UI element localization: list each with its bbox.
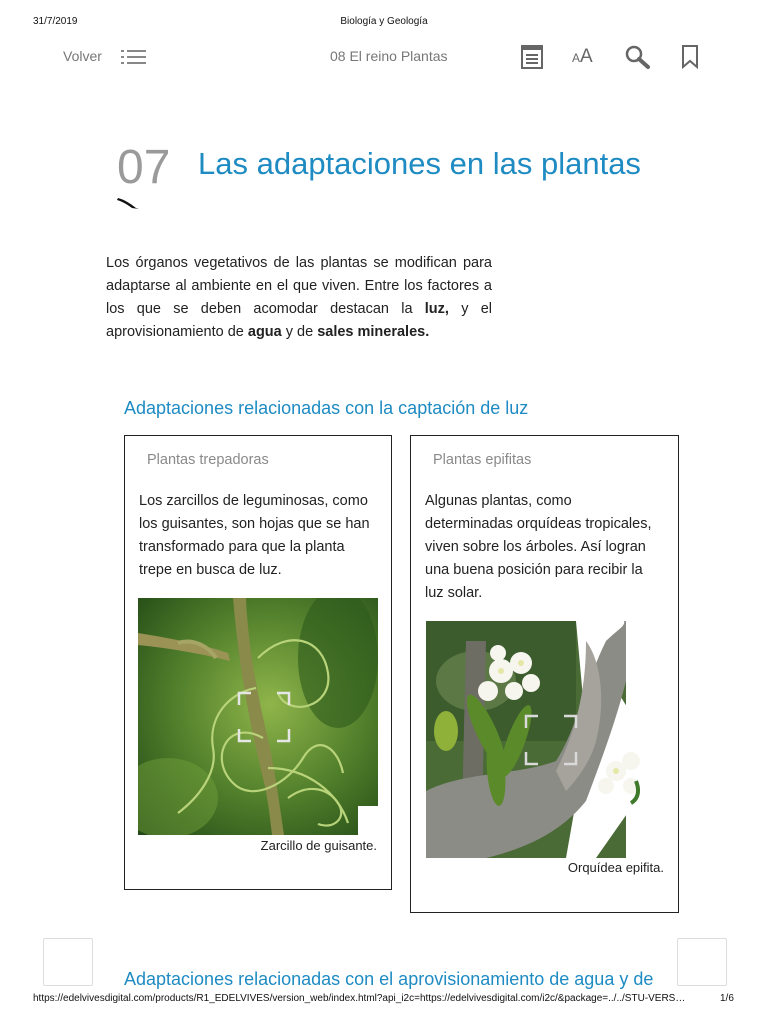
intro-text-3: y de: [281, 324, 318, 340]
card-text-line: Algunas plantas, como: [425, 493, 572, 509]
card-epiphytic-plants: [410, 435, 679, 913]
zoom-frame-icon[interactable]: [524, 714, 578, 766]
intro-bold-light: luz,: [424, 301, 449, 317]
card-text-line: luz solar.: [425, 585, 483, 601]
chapter-title: Las adaptaciones en las plantas: [198, 146, 641, 181]
card-text-line: una buena posición para recibir la: [425, 562, 643, 578]
intro-bold-minerals: sales minerales.: [317, 324, 430, 340]
print-title: Biología y Geología: [340, 16, 428, 27]
back-button[interactable]: Volver: [63, 48, 102, 64]
photo-caption: Orquídea epifita.: [567, 860, 664, 875]
font-size-large-letter: A: [580, 46, 593, 67]
card-climbing-plants: [124, 435, 392, 890]
intro-bold-water: agua: [247, 324, 282, 340]
zoom-frame-icon[interactable]: [237, 691, 291, 743]
list-icon[interactable]: [121, 49, 146, 65]
bookmark-icon[interactable]: [681, 45, 699, 69]
intro-text-2: y el aprovisionamiento de: [106, 301, 493, 340]
card-text: [425, 490, 652, 605]
corner-mark-icon: [116, 196, 140, 210]
document-icon[interactable]: [521, 45, 543, 69]
search-icon[interactable]: [625, 45, 651, 69]
card-text-line: viven sobre los árboles. Así logran: [425, 539, 646, 555]
intro-paragraph: [106, 252, 492, 344]
section-title-light: Adaptaciones relacionadas con la captación de luz: [124, 398, 529, 418]
card-text-line: determinadas orquídeas tropicales,: [425, 516, 652, 532]
previous-page-button[interactable]: [43, 938, 93, 986]
photo-caption: Zarcillo de guisante.: [260, 838, 377, 853]
pea-tendril-photo[interactable]: [138, 598, 378, 835]
section-title-water: Adaptaciones relacionadas con el aprovisionamiento de agua y de: [124, 969, 654, 989]
font-size-icon[interactable]: [572, 46, 593, 68]
chapter-number: 07: [117, 141, 171, 194]
card-text-line: los guisantes, son hojas que se han: [139, 516, 370, 532]
font-size-small-letter: A: [572, 51, 581, 65]
card-text: [139, 490, 370, 582]
card-text-line: trepe en busca de luz.: [139, 562, 282, 578]
chapter-label[interactable]: 08 El reino Plantas: [330, 48, 448, 64]
orchid-photo[interactable]: [426, 621, 648, 858]
intro-text-1: Los órganos vegetativos de las plantas se modifican para adaptarse al ambiente en el que viven. Entre los factores a los que se deben acomodar destacan la: [106, 255, 492, 317]
next-page-button[interactable]: [677, 938, 727, 986]
print-footer-page: 1/6: [720, 993, 734, 1004]
card-text-line: Los zarcillos de leguminosas, como: [139, 493, 368, 509]
card-text-line: transformado para que la planta: [139, 539, 345, 555]
card-title: Plantas epifitas: [433, 452, 532, 468]
card-title: Plantas trepadoras: [147, 452, 269, 468]
print-date: 31/7/2019: [33, 16, 78, 27]
print-footer-url: https://edelvivesdigital.com/products/R1_EDELVIVES/version_web/index.html?api_i2c=https://edelvivesdigital.com/i2c/&package=../../STU-VERS…: [33, 993, 686, 1004]
